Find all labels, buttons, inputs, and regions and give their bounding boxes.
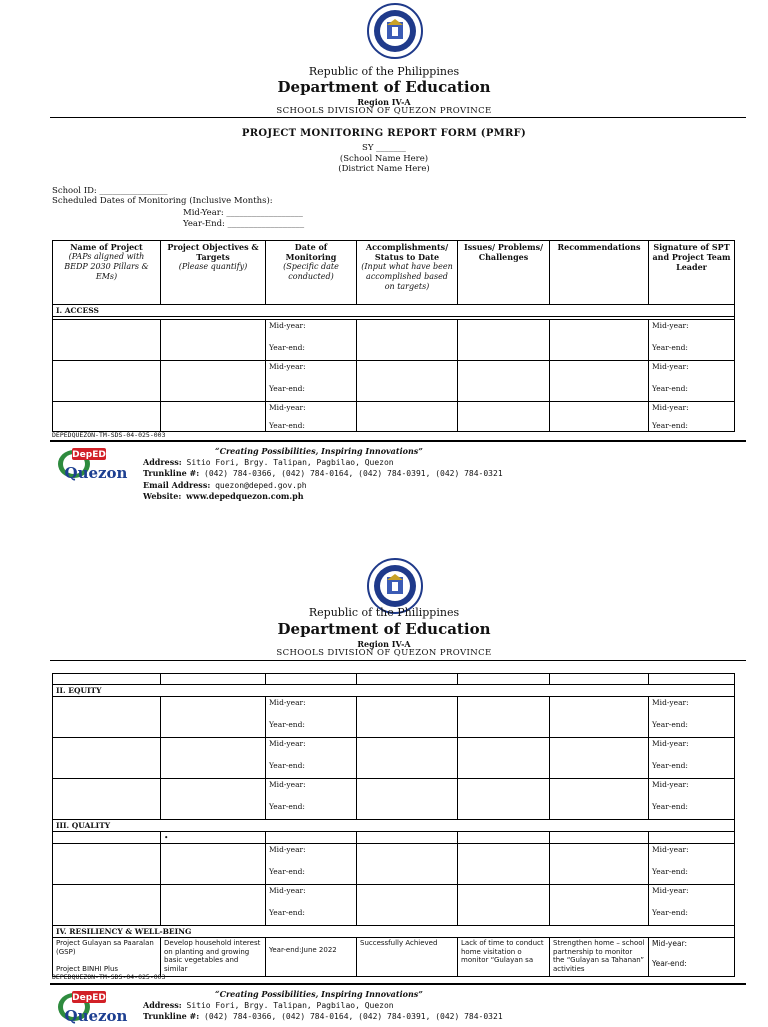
project-name-2: Project BINHI Plus bbox=[56, 965, 119, 973]
form-title: PROJECT MONITORING REPORT FORM (PMRF) bbox=[241, 128, 527, 139]
section-row-quality bbox=[53, 820, 735, 832]
table-row: Mid-year: Year-end: Mid-year: Year-end: bbox=[53, 697, 735, 738]
section-resiliency: IV. RESILIENCY & WELL-BEING bbox=[53, 926, 735, 938]
schedule-label: Scheduled Dates of Monitoring (Inclusive Months): bbox=[52, 196, 273, 206]
website-link[interactable]: www.depedquezon.com.ph bbox=[186, 491, 304, 501]
table-row: Mid-year: Year-end: Mid-year: Year-end: bbox=[53, 320, 735, 361]
recommendation-text[interactable]: Strengthen home – school partnership to monitor the “Gulayan sa Tahanan” activities bbox=[550, 938, 649, 977]
footer-divider bbox=[50, 440, 746, 442]
col-header-accomplishments: Accomplishments/ Status to Date (Input what have been accomplished based on targets) bbox=[357, 241, 458, 305]
table-row bbox=[53, 832, 735, 844]
footer-contact: “Creating Possibilities, Inspiring Innovations” Address: Sitio Fori, Brgy. Talipan, Pagbilao, Quezon Trunkline #: (042) 784-0366, (042) 784-0164, (042) 784-0391, (042) 784-0321 bbox=[143, 989, 503, 1021]
region-text: Region IV-A bbox=[357, 97, 411, 107]
republic-text: Republic of the Philippines bbox=[308, 606, 460, 619]
email-link[interactable]: quezon@deped.gov.ph bbox=[215, 480, 307, 490]
section-row-equity bbox=[53, 685, 735, 697]
table-row: Mid-year: Year-end: Mid-year: Year-end: bbox=[53, 402, 735, 432]
monitoring-table-p1 bbox=[52, 240, 735, 432]
project-name: Project Gulayan sa Paaralan (GSP) bbox=[56, 939, 154, 956]
table-row: Mid-year: Year-end: Mid-year: Year-end: bbox=[53, 779, 735, 820]
table-row: Project Gulayan sa Paaralan (GSP) Project BINHI Plus Develop household interest on planting and growing basic vegetables and similar Year-end:June 2022 Successfully Achieved Lack of time to conduct home visitation o monitor “Gulayan sa Strengthen home – school partnership to monitor the “Gulayan sa Tahanan” activities Mid-year: Year-end: bbox=[53, 938, 735, 977]
col-header-signature: Signature of SPT and Project Team Leader bbox=[649, 241, 735, 305]
deped-seal-icon bbox=[367, 3, 423, 59]
date-text[interactable]: Year-end:June 2022 bbox=[266, 938, 357, 977]
section-row-access bbox=[53, 305, 735, 317]
section-quality: III. QUALITY bbox=[53, 820, 735, 832]
issue-text[interactable]: Lack of time to conduct home visitation o monitor “Gulayan sa bbox=[458, 938, 550, 977]
motto-text: “Creating Possibilities, Inspiring Innovations” bbox=[215, 446, 423, 456]
trunkline-text: (042) 784-0366, (042) 784-0164, (042) 784-0391, (042) 784-0321 bbox=[204, 469, 503, 478]
department-title: Department of Education bbox=[277, 620, 491, 638]
svg-text:Quezon: Quezon bbox=[64, 1007, 128, 1025]
monitoring-table-p2 bbox=[52, 673, 735, 977]
svg-text:Quezon: Quezon bbox=[64, 464, 128, 482]
bullet-mark: • bbox=[164, 833, 169, 842]
division-text: SCHOOLS DIVISION OF QUEZON PROVINCE bbox=[276, 106, 492, 116]
col-header-issues: Issues/ Problems/ Challenges bbox=[458, 241, 550, 305]
table-row: Mid-year: Year-end: Mid-year: Year-end: bbox=[53, 885, 735, 926]
year-end-field: Year-End: __________________ bbox=[183, 219, 305, 229]
mid-year-field: Mid-Year: __________________ bbox=[183, 208, 303, 218]
header-divider bbox=[50, 660, 746, 661]
section-equity: II. EQUITY bbox=[53, 685, 735, 697]
school-id-field: School ID: ________________ bbox=[52, 186, 168, 196]
section-access: I. ACCESS bbox=[53, 305, 735, 317]
address-text: Sitio Fori, Brgy. Talipan, Pagbilao, Quezon bbox=[186, 1000, 394, 1010]
deped-quezon-logo-icon bbox=[52, 989, 130, 1027]
district-name-text: (District Name Here) bbox=[338, 164, 430, 174]
department-title: Department of Education bbox=[277, 78, 491, 96]
header-divider bbox=[50, 117, 746, 118]
table-header-row bbox=[53, 241, 735, 305]
col-header-project: Name of Project (PAPs aligned with BEDP 2030 Pillars & EMs) bbox=[53, 241, 161, 305]
svg-text:DepED: DepED bbox=[72, 993, 106, 1003]
table-row: Mid-year: Year-end: Mid-year: Year-end: bbox=[53, 361, 735, 402]
table-row bbox=[53, 674, 735, 685]
school-name-text: (School Name Here) bbox=[339, 154, 429, 164]
division-text: SCHOOLS DIVISION OF QUEZON PROVINCE bbox=[276, 648, 492, 658]
region-text: Region IV-A bbox=[357, 639, 411, 649]
motto-text: “Creating Possibilities, Inspiring Innovations” bbox=[215, 989, 423, 999]
accomplishment-text[interactable]: Successfully Achieved bbox=[357, 938, 458, 977]
section-row-resiliency bbox=[53, 926, 735, 938]
trunkline-text: (042) 784-0366, (042) 784-0164, (042) 784-0391, (042) 784-0321 bbox=[204, 1012, 503, 1021]
objective-text[interactable]: Develop household interest on planting and growing basic vegetables and similar bbox=[161, 938, 266, 977]
footer-divider bbox=[50, 983, 746, 985]
table-row: Mid-year: Year-end: Mid-year: Year-end: bbox=[53, 844, 735, 885]
sy-field: SY _______ bbox=[362, 143, 406, 153]
doc-code: DEPEDQUEZON-TM-SDS-04-025-003 bbox=[52, 973, 166, 981]
deped-quezon-logo-icon bbox=[52, 446, 130, 484]
address-text: Sitio Fori, Brgy. Talipan, Pagbilao, Quezon bbox=[186, 457, 394, 467]
col-header-objectives: Project Objectives & Targets (Please quantify) bbox=[161, 241, 266, 305]
col-header-date: Date of Monitoring (Specific date conducted) bbox=[266, 241, 357, 305]
doc-code: DEPEDQUEZON-TM-SDS-04-025-003 bbox=[52, 431, 166, 439]
table-row: Mid-year: Year-end: Mid-year: Year-end: bbox=[53, 738, 735, 779]
col-header-recommendations: Recommendations bbox=[550, 241, 649, 305]
republic-text: Republic of the Philippines bbox=[308, 65, 460, 78]
footer-contact: “Creating Possibilities, Inspiring Innovations” Address: Sitio Fori, Brgy. Talipan, Pagbilao, Quezon Trunkline #: (042) 784-0366, (042) 784-0164, (042) 784-0391, (042) 784-0321 Email Address: quezon@deped.gov.ph Website: www.depedquezon.com.ph bbox=[143, 446, 503, 501]
svg-text:DepED: DepED bbox=[72, 450, 106, 460]
